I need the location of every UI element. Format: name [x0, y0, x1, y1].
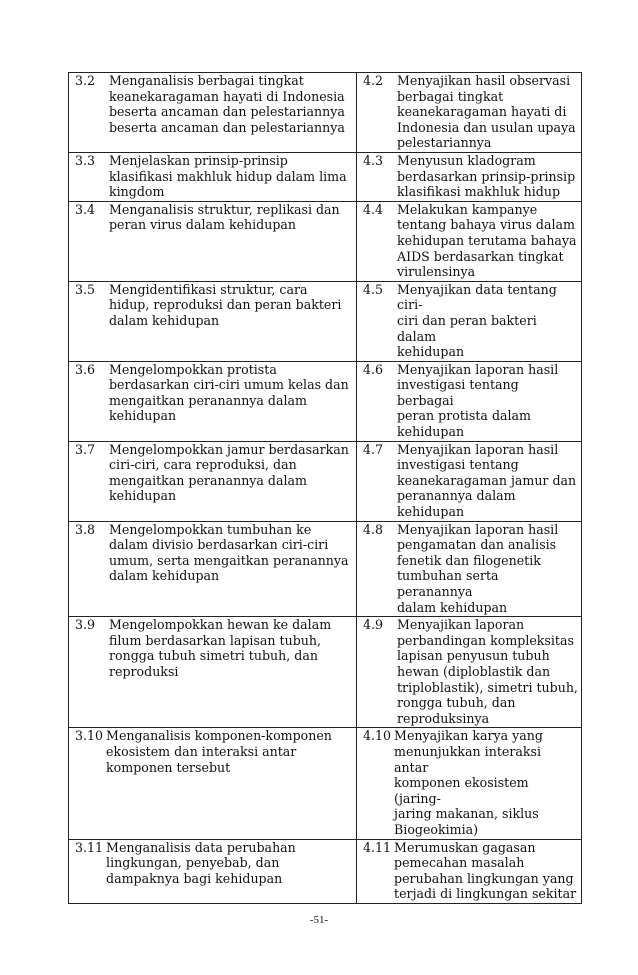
competency-text: Menyajikan laporan perbandingan kompleksitas lapisan penyusun tubuh hewan (diploblastik dan triploblastik), simetri tubuh, rongga tubuh, dan reproduksinya [397, 617, 578, 726]
competency-text: Menjelaskan prinsip-prinsip klasifikasi makhluk hidup dalam lima kingdom [109, 152, 347, 200]
skill-competency-cell [357, 73, 582, 153]
skill-competency-cell [357, 152, 582, 201]
competency-text: Mengelompokkan hewan ke dalam filum berdasarkan lapisan tubuh, rongga tubuh simetri tubuh, dan reproduksi [109, 617, 332, 679]
competency-number: 3.5 [75, 281, 96, 297]
competency-text: Merumuskan gagasan pemecahan masalah perubahan lingkungan yang terjadi di lingkungan sekitar [394, 839, 577, 902]
competency-number: 3.8 [75, 521, 96, 537]
competency-item [75, 617, 353, 679]
competency-number: 4.2 [363, 73, 384, 88]
knowledge-competency-cell [69, 441, 357, 521]
skill-competency-cell [357, 201, 582, 281]
competency-item [75, 282, 353, 329]
competency-item [75, 442, 353, 504]
competency-number: 4.11 [363, 839, 392, 855]
page-number: -51- [309, 914, 329, 926]
competency-row [69, 839, 582, 903]
competency-text: Mengidentifikasi struktur, cara hidup, reproduksi dan peran bakteri dalam kehidupan [109, 281, 342, 328]
competency-row [69, 617, 582, 728]
competency-row [69, 441, 582, 521]
competency-number: 4.4 [363, 201, 384, 217]
competency-text: Mengelompokkan tumbuhan ke dalam divisio berdasarkan ciri-ciri umum, serta mengaitkan peranannya dalam kehidupan [109, 521, 349, 584]
competency-item [75, 73, 353, 135]
skill-competency-cell [357, 281, 582, 361]
competency-number: 4.6 [363, 361, 384, 377]
competency-text: Mengelompokkan protista berdasarkan ciri-ciri umum kelas dan mengaitkan peranannya dalam kehidupan [109, 361, 349, 424]
competency-number: 3.6 [75, 361, 96, 377]
competency-item [75, 728, 353, 775]
competency-row [69, 73, 582, 153]
competency-row [69, 361, 582, 441]
competency-text: Menyajikan data tentang ciri- ciri dan peran bakteri dalam kehidupan [397, 281, 557, 360]
skill-competency-cell [357, 617, 582, 728]
knowledge-competency-cell [69, 728, 357, 839]
competency-row [69, 521, 582, 617]
knowledge-competency-cell [69, 73, 357, 153]
competency-text: Menganalisis komponen-komponen ekosistem dan interaksi antar komponen tersebut [106, 728, 332, 775]
competency-item [75, 522, 353, 584]
competency-row [69, 728, 582, 839]
competency-number: 4.8 [363, 521, 384, 537]
competency-number: 3.9 [75, 617, 96, 633]
competency-item [363, 202, 578, 280]
competency-text: Menganalisis data perubahan lingkungan, penyebab, dan dampaknya bagi kehidupan [106, 839, 296, 886]
competency-item [363, 522, 578, 616]
competency-number: 4.7 [363, 441, 384, 457]
skill-competency-cell [357, 361, 582, 441]
competency-number: 4.5 [363, 281, 384, 297]
competency-text: Menyajikan hasil observasi berbagai tingkat keanekaragaman hayati di Indonesia dan usulan upaya pelestariannya [397, 73, 576, 151]
competency-item [363, 840, 578, 902]
competency-text: Menyusun kladogram berdasarkan prinsip-prinsip klasifikasi makhluk hidup [397, 152, 576, 200]
competency-number: 3.3 [75, 152, 96, 168]
competency-number: 3.11 [75, 839, 104, 855]
competency-item [75, 153, 353, 200]
competency-table-body [69, 73, 582, 904]
competency-item [75, 840, 353, 887]
competency-item [363, 362, 578, 440]
competency-number: 4.10 [363, 728, 392, 744]
skill-competency-cell [357, 728, 582, 839]
competency-text: Menyajikan karya yang menunjukkan interaksi antar komponen ekosistem (jaring- jaring makanan, siklus Biogeokimia) [394, 728, 543, 837]
knowledge-competency-cell [69, 839, 357, 903]
competency-item [75, 202, 353, 233]
competency-item [75, 362, 353, 424]
competency-text: Menyajikan laporan hasil investigasi tentang keanekaragaman jamur dan peranannya dalam kehidupan [397, 441, 577, 520]
knowledge-competency-cell [69, 201, 357, 281]
competency-item [363, 73, 578, 151]
competency-number: 3.2 [75, 73, 96, 88]
competency-number: 3.10 [75, 728, 104, 744]
skill-competency-cell [357, 839, 582, 903]
competency-row [69, 152, 582, 201]
competency-number: 3.4 [75, 201, 96, 217]
knowledge-competency-cell [69, 152, 357, 201]
knowledge-competency-cell [69, 617, 357, 728]
competency-text: Menganalisis struktur, replikasi dan peran virus dalam kehidupan [109, 201, 340, 233]
competency-number: 4.3 [363, 152, 384, 168]
knowledge-competency-cell [69, 281, 357, 361]
competency-item [363, 282, 578, 360]
knowledge-competency-cell [69, 361, 357, 441]
competency-text: Menyajikan laporan hasil pengamatan dan analisis fenetik dan filogenetik tumbuhan serta peranannya dalam kehidupan [397, 521, 559, 615]
competency-item [363, 442, 578, 520]
competency-number: 3.7 [75, 441, 96, 457]
competency-text: Menyajikan laporan hasil investigasi tentang berbagai peran protista dalam kehidupan [397, 361, 559, 440]
skill-competency-cell [357, 441, 582, 521]
competency-text: Melakukan kampanye tentang bahaya virus dalam kehidupan terutama bahaya AIDS berdasarkan tingkat virulensinya [397, 201, 577, 280]
competency-item [363, 617, 578, 726]
competency-text: Menganalisis berbagai tingkat keanekaragaman hayati di Indonesia beserta ancaman dan pelestariannya beserta ancaman dan pelestariannya [109, 73, 345, 135]
competency-row [69, 201, 582, 281]
knowledge-competency-cell [69, 521, 357, 617]
skill-competency-cell [357, 521, 582, 617]
competency-item [363, 728, 578, 837]
competency-table [68, 72, 582, 904]
competency-number: 4.9 [363, 617, 384, 633]
competency-text: Mengelompokkan jamur berdasarkan ciri-ciri, cara reproduksi, dan mengaitkan peranannya dalam kehidupan [109, 441, 349, 504]
competency-item [363, 153, 578, 200]
competency-row [69, 281, 582, 361]
